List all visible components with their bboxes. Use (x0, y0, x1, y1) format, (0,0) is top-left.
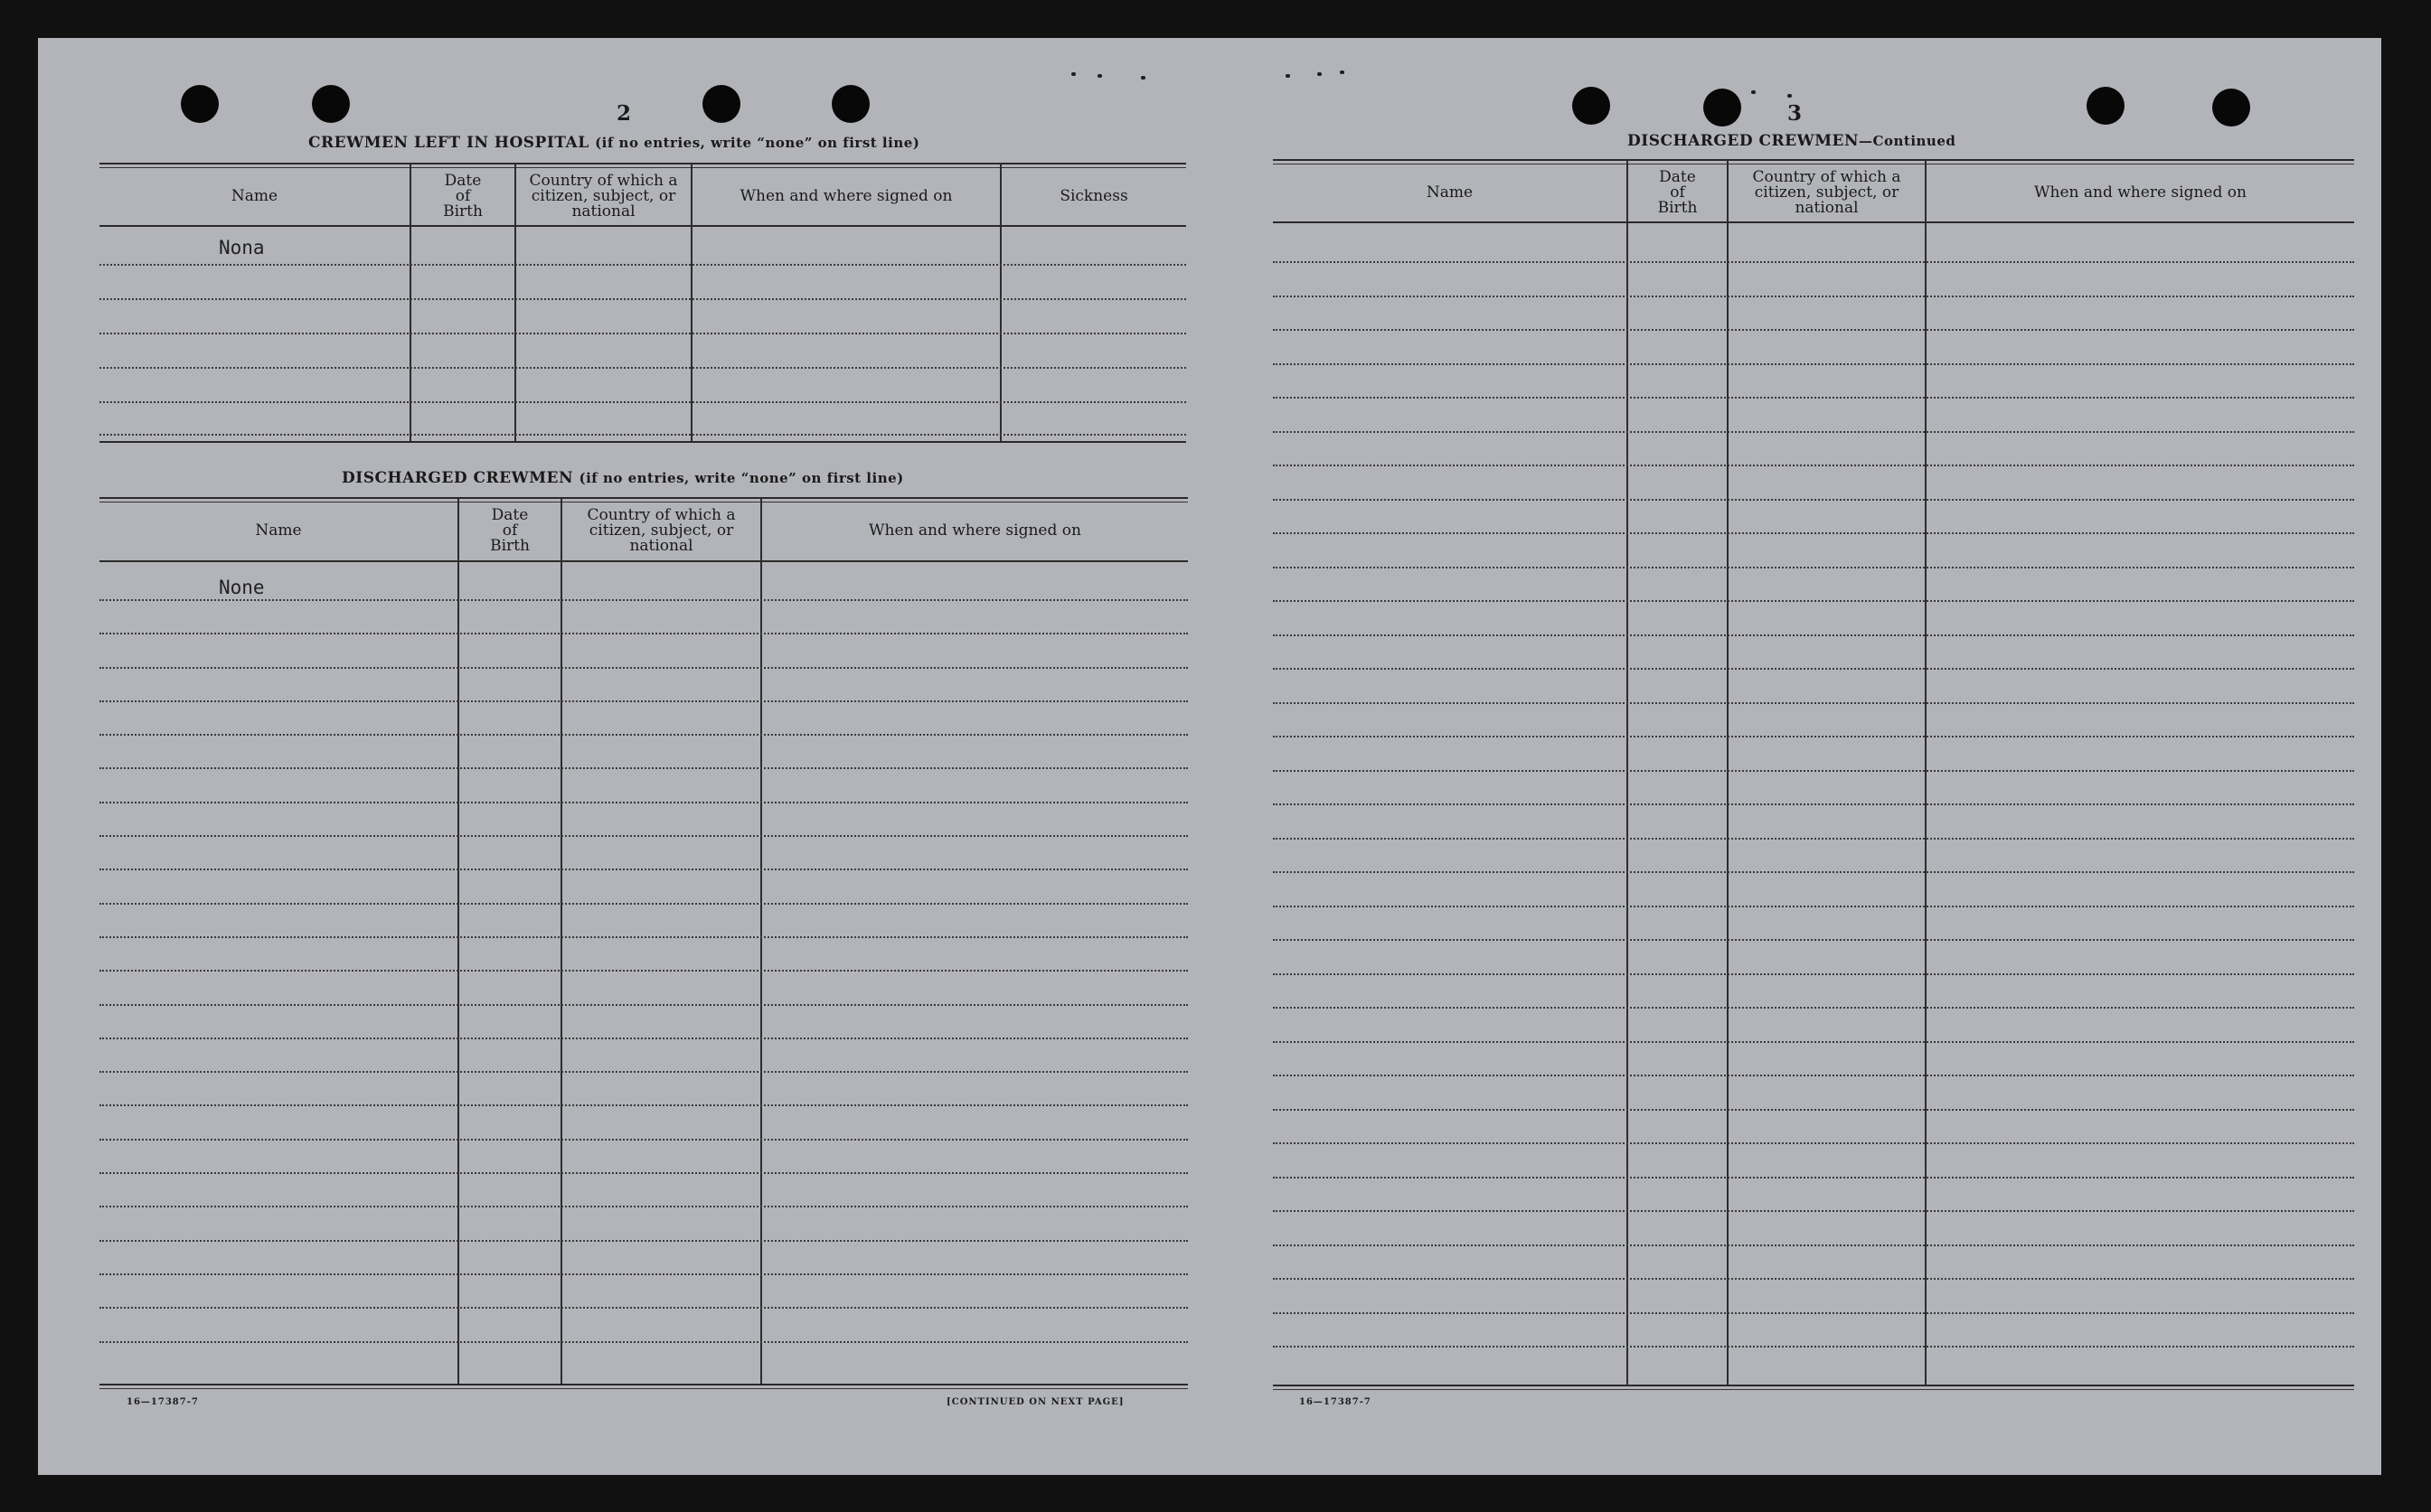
country-line: national (629, 537, 693, 555)
hospital-row-line (99, 298, 1186, 300)
table-row-line (1273, 939, 2354, 941)
table-row-line (1273, 397, 2354, 399)
dob-line: Date (491, 506, 529, 524)
discharged-col-divider (760, 499, 762, 1384)
table-row-line (1273, 634, 2354, 636)
discharged-header-rule (99, 560, 1188, 562)
right-header-rule (1273, 221, 2354, 223)
table-row-line (1273, 803, 2354, 805)
punch-hole (1572, 87, 1610, 125)
right-col-divider (1925, 161, 1927, 1385)
table-row-line (99, 734, 1188, 736)
hospital-table-top-rule (99, 163, 1186, 164)
page-number-right: 3 (1787, 101, 1803, 126)
table-row-line (1273, 499, 2354, 501)
table-row-line (1273, 702, 2354, 704)
page-number-left: 2 (617, 101, 632, 126)
table-row-line (1273, 871, 2354, 873)
country-line: Country of which a (529, 171, 678, 190)
right-header-signed: When and where signed on (2034, 183, 2247, 202)
table-row-line (99, 1004, 1188, 1006)
hospital-first-entry: Nona (219, 237, 265, 258)
table-row-line (1273, 1109, 2354, 1111)
table-row-line (1273, 1278, 2354, 1280)
discharged-continued-title-text: DISCHARGED CREWMEN (1627, 132, 1860, 150)
hospital-table-top-rule-2 (99, 167, 1186, 168)
speck (1071, 72, 1076, 76)
speck (1286, 74, 1290, 78)
table-row-line (1273, 296, 2354, 297)
hospital-table-bottom-rule (99, 441, 1186, 443)
right-header-name: Name (1426, 183, 1474, 202)
speck (1340, 70, 1344, 74)
hospital-header-dob (411, 169, 514, 223)
table-row-line (99, 1273, 1188, 1275)
country-line: citizen, subject, or (531, 186, 676, 205)
dob-line: of (455, 186, 471, 205)
punch-hole (1703, 89, 1741, 127)
table-row-line (1273, 838, 2354, 840)
table-row-line (99, 835, 1188, 837)
country-line: national (571, 202, 636, 221)
punch-hole (2212, 89, 2250, 127)
discharged-header-dob (459, 503, 561, 559)
table-row-line (1273, 906, 2354, 907)
dob-line: Birth (490, 537, 530, 555)
country-line: national (1795, 198, 1859, 217)
hospital-row-line (99, 333, 1186, 334)
discharged-header-country (562, 503, 760, 559)
table-row-line (99, 1341, 1188, 1343)
table-row-line (1273, 1312, 2354, 1314)
table-row-line (99, 1206, 1188, 1207)
table-row-line (1273, 1210, 2354, 1212)
punch-hole (181, 85, 219, 123)
continued-note: [CONTINUED ON NEXT PAGE] (947, 1397, 1125, 1407)
table-row-line (1273, 532, 2354, 534)
table-row-line (99, 1071, 1188, 1073)
table-row-line (99, 869, 1188, 870)
country-line: Country of which a (587, 506, 736, 524)
dob-line: Birth (1657, 198, 1698, 217)
hospital-row-line (99, 264, 1186, 266)
table-row-line (99, 633, 1188, 634)
hospital-instruction-text: (if no entries, write “none” on first line) (595, 135, 920, 151)
hospital-header-name: Name (231, 186, 278, 205)
discharged-col-divider (561, 499, 562, 1384)
table-row-line (1273, 431, 2354, 433)
table-row-line (1273, 1244, 2354, 1246)
country-line: Country of which a (1752, 167, 1901, 186)
discharged-instruction-text: (if no entries, write “none” on first line) (579, 470, 904, 486)
table-row-line (1273, 973, 2354, 975)
dob-line: of (502, 521, 518, 540)
right-table-top-rule (1273, 159, 2354, 161)
form-number-right: 16—17387-7 (1299, 1397, 1371, 1407)
punch-hole (312, 85, 350, 123)
dob-line: of (1670, 183, 1685, 202)
table-row-line (1273, 600, 2354, 602)
right-header-country (1729, 165, 1925, 220)
hospital-row-line (99, 434, 1186, 436)
country-line: citizen, subject, or (1754, 183, 1899, 202)
table-row-line (1273, 363, 2354, 365)
discharged-col-divider (457, 499, 459, 1384)
right-col-divider (1727, 161, 1729, 1385)
speck (1317, 72, 1322, 76)
discharged-table-bottom-rule-2 (99, 1388, 1188, 1389)
hospital-title-text: CREWMEN LEFT IN HOSPITAL (308, 134, 589, 152)
table-row-line (1273, 770, 2354, 772)
speck (1098, 74, 1102, 78)
table-row-line (1273, 1177, 2354, 1179)
table-row-line (99, 936, 1188, 938)
table-row-line (99, 1240, 1188, 1242)
discharged-table-top-rule (99, 497, 1188, 499)
table-row-line (1273, 1007, 2354, 1009)
table-row-line (1273, 1075, 2354, 1076)
table-row-line (99, 1038, 1188, 1039)
table-row-line (99, 1104, 1188, 1106)
table-row-line (99, 1307, 1188, 1309)
speck (1751, 90, 1756, 94)
table-row-line (99, 667, 1188, 669)
table-row-line (99, 903, 1188, 905)
hospital-section-title (308, 134, 919, 152)
right-table-bottom-rule-2 (1273, 1389, 2354, 1390)
document-sheet (38, 38, 2381, 1475)
table-row-line (1273, 736, 2354, 737)
discharged-continued-suffix: —Continued (1859, 133, 1956, 149)
table-row-line (1273, 567, 2354, 568)
speck (1787, 94, 1792, 98)
hospital-row-line (99, 401, 1186, 403)
table-row-line (99, 802, 1188, 803)
punch-hole (2087, 87, 2125, 125)
speck (1141, 76, 1145, 80)
form-number-left: 16—17387-7 (127, 1397, 199, 1407)
discharged-continued-title (1627, 132, 1955, 150)
table-row-line (99, 1139, 1188, 1141)
discharged-section-title (342, 469, 904, 487)
table-row-line (1273, 1346, 2354, 1348)
punch-hole (832, 85, 870, 123)
discharged-header-signed: When and where signed on (869, 521, 1081, 540)
right-header-dob (1628, 165, 1727, 220)
right-col-divider (1626, 161, 1628, 1385)
table-row-line (99, 599, 1188, 601)
table-row-line (1273, 465, 2354, 466)
table-row-line (1273, 329, 2354, 331)
table-row-line (99, 970, 1188, 972)
right-table-bottom-rule (1273, 1385, 2354, 1386)
country-line: citizen, subject, or (589, 521, 734, 540)
table-row-line (1273, 1142, 2354, 1144)
hospital-header-sickness: Sickness (1060, 186, 1128, 205)
dob-line: Birth (443, 202, 483, 221)
hospital-header-signed: When and where signed on (740, 186, 953, 205)
discharged-header-name: Name (255, 521, 302, 540)
table-row-line (99, 767, 1188, 769)
hospital-row-line (99, 367, 1186, 369)
hospital-header-rule (99, 225, 1186, 227)
discharged-first-entry: None (219, 577, 265, 598)
table-row-line (99, 700, 1188, 702)
discharged-table-bottom-rule (99, 1384, 1188, 1385)
table-row-line (1273, 261, 2354, 263)
table-row-line (99, 1172, 1188, 1174)
discharged-title-text: DISCHARGED CREWMEN (342, 469, 574, 487)
dob-line: Date (1659, 167, 1696, 186)
table-row-line (1273, 1041, 2354, 1043)
dob-line: Date (444, 171, 482, 190)
table-row-line (1273, 668, 2354, 670)
punch-hole (702, 85, 740, 123)
hospital-header-country (516, 169, 691, 223)
